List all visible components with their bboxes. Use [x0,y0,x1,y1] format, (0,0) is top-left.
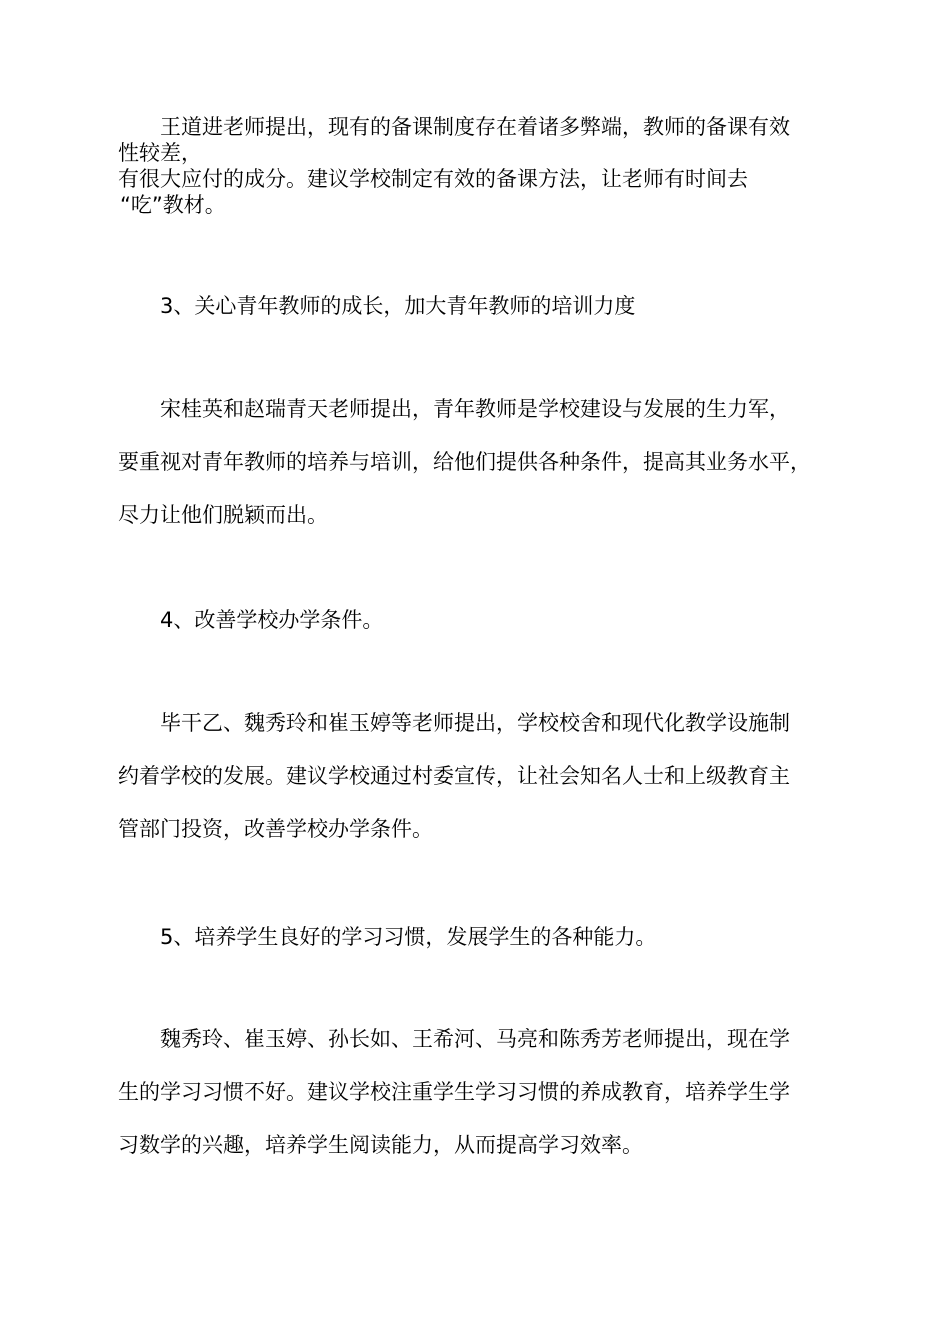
text-line: 毕干乙、魏秀玲和崔玉婷等老师提出，学校校舍和现代化教学设施制 [160,711,790,735]
text-line: “吃”教材。 [120,193,226,217]
text-line: 宋桂英和赵瑞青天老师提出，青年教师是学校建设与发展的生力军， [160,397,790,421]
text-line: 管部门投资，改善学校办学条件。 [118,817,433,841]
text-line: 要重视对青年教师的培养与培训，给他们提供各种条件，提高其业务水平， [118,450,811,474]
section-heading-3: 3、关心青年教师的成长，加大青年教师的培训力度 [160,294,636,318]
paragraph-study-habits [118,1013,878,1172]
section-heading-5: 5、培养学生良好的学习习惯，发展学生的各种能力。 [160,925,657,949]
text-line: 性较差， [118,141,202,165]
paragraph-school-conditions [118,697,878,856]
section-heading-4: 4、改善学校办学条件。 [160,608,384,632]
text-line: 王道进老师提出，现有的备课制度存在着诸多弊端，教师的备课有效 [160,115,790,139]
text-line: 生的学习习惯不好。建议学校注重学生学习习惯的养成教育，培养学生学 [118,1080,790,1104]
text-line: 习数学的兴趣，培养学生阅读能力，从而提高学习效率。 [118,1133,643,1157]
paragraph-prep-system [118,114,878,218]
text-line: 约着学校的发展。建议学校通过村委宣传，让社会知名人士和上级教育主 [118,764,790,788]
paragraph-young-teachers [118,383,878,542]
text-line: 尽力让他们脱颖而出。 [118,503,328,527]
text-line: 魏秀玲、崔玉婷、孙长如、王希河、马亮和陈秀芳老师提出，现在学 [160,1027,790,1051]
text-line: 有很大应付的成分。建议学校制定有效的备课方法，让老师有时间去 [118,167,748,191]
